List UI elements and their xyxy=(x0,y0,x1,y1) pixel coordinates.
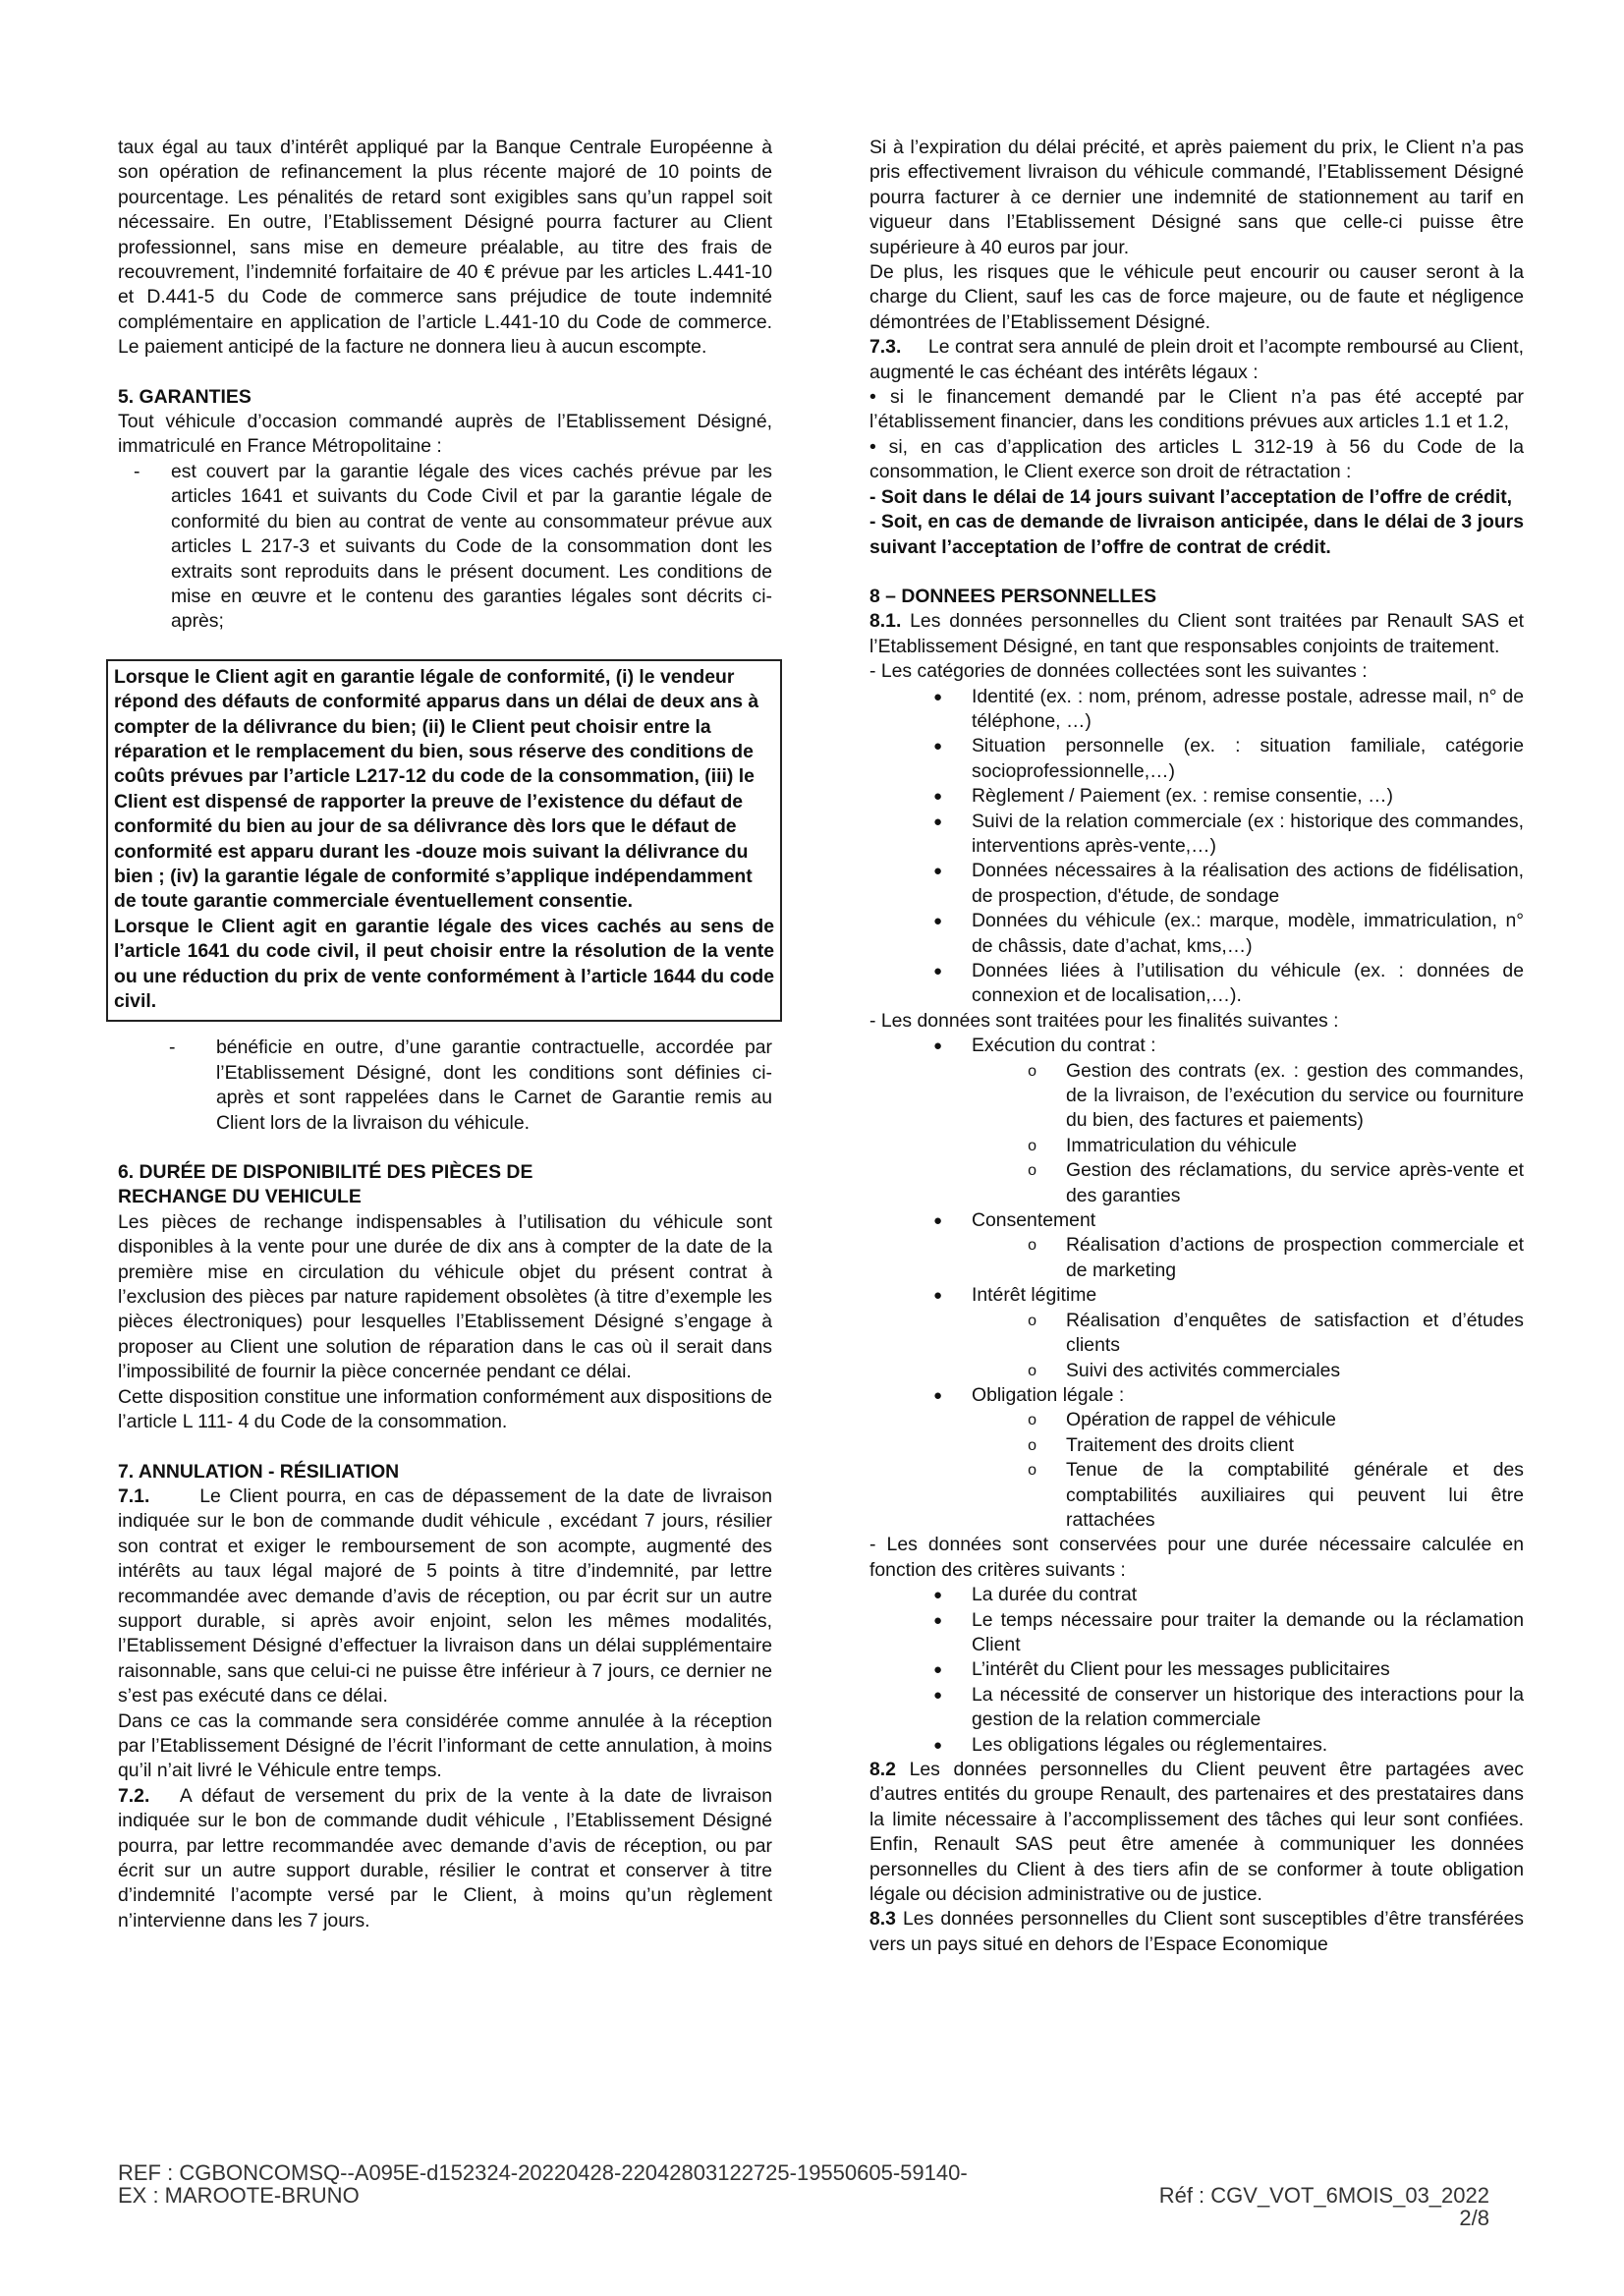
list-item-text: Exécution du contrat : xyxy=(972,1035,1156,1057)
paragraph-risks: De plus, les risques que le véhicule peut encourir ou causer seront à la charge du Client, sauf les cas de force majeure, ou de faute et négligence démontrées de l’Etablissement Désigné. xyxy=(869,261,1524,333)
box-hidden-defects-text: Lorsque le Client agit en garantie légale des vices cachés au sens de l’article 1641 du code civil, il peut choisir entre la résolution de la vente ou une réduction du prix de vente conformément à l’article 1644 du code civil. xyxy=(114,915,774,1012)
clause-number: 7.2. xyxy=(118,1784,150,1807)
legal-warranty-box xyxy=(106,659,782,1023)
list-item-text: Règlement / Paiement (ex. : remise consentie, …) xyxy=(972,785,1393,808)
paragraph-late-penalties: taux égal au taux d’intérêt appliqué par la Banque Centrale Européenne à son opération de refinancement la plus récente majoré de 10 points de pourcentage. Les pénalités de retard sont exigibles sans qu’un rappel soit nécessaire. En outre, l’Etablissement Désigné pourra facturer au Client professionnel, sans mise en demeure préalable, au titre des frais de recouvrement, l’indemnité forfaitaire de 40 € prévue par les articles L.441-10 et D.441-5 du Code de commerce sans préjudice de toute indemnité complémentaire en application de l’article L.441-10 du Code de commerce. Le paiement anticipé de la facture ne donnera lieu à aucun escompte. xyxy=(118,137,772,359)
paragraph-8-3 xyxy=(869,1907,1524,1957)
sub-list xyxy=(869,1309,1524,1383)
list-item-text: est couvert par la garantie légale des vices cachés prévue par les articles 1641 et suivants du Code Civil et par la garantie légale de conformité du bien au contrat de vente au consommateur prévue aux articles L 217-3 et suivants du Code de la consommation dont les extraits sont reproduits dans le présent document. Les conditions de mise en œuvre et le contenu des garanties légales sont décrits ci-après; xyxy=(171,460,772,633)
paragraph-storage-fee: Si à l’expiration du délai précité, et après paiement du prix, le Client n’a pas pris effectivement livraison du véhicule commandé, l’Etablissement Désigné pourra facturer à ce dernier une indemnité de stationnement au tarif en vigueur dans l’Etablissement Désigné sans que celle-ci puisse être supérieure à 40 euros par jour. xyxy=(869,137,1524,258)
list-item xyxy=(118,1036,772,1136)
circle-bullet-icon: o xyxy=(1028,1462,1036,1480)
paragraph-7-2 xyxy=(118,1784,772,1933)
left-column xyxy=(114,136,774,1933)
paragraph-pieces: Les pièces de rechange indispensables à l’utilisation du véhicule sont disponibles à la vente pour une durée de dix ans à compter de la date de la première mise en circulation du véhicule objet du présent contrat à l’exclusion des pièces par nature rapidement obsolètes (à titre d’exemple les pièces électroniques) pour lesquelles l’Etablissement Désigné s’engage à proposer au Client une solution de réparation dans le cas où il serait dans l’impossibilité de fournir la pièce concernée pendant ce délai. xyxy=(118,1210,772,1383)
bullet-icon: ● xyxy=(932,812,942,830)
list-item xyxy=(869,1208,1524,1233)
clause-number: 8.1. xyxy=(869,610,902,633)
list-item xyxy=(869,1408,1524,1432)
list-item-text: Gestion des réclamations, du service après-vente et des garanties xyxy=(1066,1159,1524,1206)
paragraph-7-3-bold-b: - Soit, en cas de demande de livraison anticipée, dans le délai de 3 jours suivant l’acceptation de l’offre de contrat de crédit. xyxy=(869,511,1524,558)
clause-text: Le Client pourra, en cas de dépassement de la date de livraison indiquée sur le bon de commande dudit véhicule , excédant 7 jours, résilier son contrat et exiger le remboursement de son acompte, augmenté des intérêts au taux légal majoré de 5 points à titre d’indemnité, par lettre recommandée avec demande d’avis de réception, ou par écrit sur un autre support durable, si après avoir enjoint, selon les mêmes modalités, l’Etablissement Désigné d’effectuer la livraison dans un délai supplémentaire raisonnable, sans que celui-ci ne puisse être inférieur à 7 jours, ce dernier ne s’est pas exécuté dans ce délai. xyxy=(118,1484,773,1708)
footer-ref: REF : CGBONCOMSQ--A095E-d152324-20220428-22042803122725-19550605-59140- xyxy=(118,2160,968,2185)
paragraph-8-1 xyxy=(869,609,1524,659)
paragraph-duree: - Les données sont conservées pour une durée nécessaire calculée en fonction des critères suivants : xyxy=(869,1534,1524,1581)
bullet-icon: ● xyxy=(932,963,942,980)
bullet-icon: ● xyxy=(932,1587,942,1604)
list-item-text: La durée du contrat xyxy=(972,1584,1138,1606)
list-item-text: Réalisation d’enquêtes de satisfaction et d’études clients xyxy=(1066,1309,1524,1357)
list-item-text: Identité (ex. : nom, prénom, adresse postale, adresse mail, n° de téléphone, …) xyxy=(972,685,1524,732)
heading-pieces-line1: 6. DURÉE DE DISPONIBILITÉ DES PIÈCES DE xyxy=(118,1161,533,1184)
bullet-icon: ● xyxy=(932,1212,942,1230)
bullet-icon: ● xyxy=(932,1611,942,1629)
list-item-text: Intérêt légitime xyxy=(972,1284,1097,1307)
bullet-icon: ● xyxy=(932,688,942,705)
dash-marker: - xyxy=(134,460,140,482)
sub-list xyxy=(869,1408,1524,1533)
list-item-text: Opération de rappel de véhicule xyxy=(1066,1409,1336,1431)
list-item xyxy=(869,1733,1524,1758)
footer-row xyxy=(118,2184,1523,2207)
heading-garanties: 5. GARANTIES xyxy=(118,385,252,408)
bullet-icon: ● xyxy=(932,1037,942,1055)
clause-text: Les données personnelles du Client sont susceptibles d’être transférées vers un pays situé en dehors de l’Espace Economique xyxy=(869,1908,1524,1955)
circle-bullet-icon: o xyxy=(1028,1062,1036,1080)
list-item-text: Données liées à l’utilisation du véhicule (ex. : données de connexion et de localisation,…). xyxy=(972,960,1524,1007)
clause-number: 8.2 xyxy=(869,1759,896,1780)
list-item-text: Tenue de la comptabilité générale et des comptabilités auxiliaires qui peuvent lui être rattachées xyxy=(1066,1459,1524,1531)
clause-number: 7.1. xyxy=(118,1484,150,1507)
clause-number: 7.3. xyxy=(869,336,902,359)
heading-annulation: 7. ANNULATION - RÉSILIATION xyxy=(118,1460,400,1483)
list-item xyxy=(869,810,1524,860)
list-item xyxy=(869,784,1524,809)
list-item-text: Suivi des activités commerciales xyxy=(1066,1359,1341,1381)
paragraph-categories: - Les catégories de données collectées sont les suivantes : xyxy=(869,660,1368,683)
paragraph-pieces-info: Cette disposition constitue une information conformément aux dispositions de l’article L 111- 4 du Code de la consommation. xyxy=(118,1385,772,1433)
list-item xyxy=(869,1683,1524,1733)
list-item-text: bénéficie en outre, d’une garantie contractuelle, accordée par l’Etablissement Désigné, dont les conditions sont définies ci-après et sont rappelées dans le Carnet de Garantie remis au Client lors de la livraison du véhicule. xyxy=(216,1036,772,1134)
bullet-icon: ● xyxy=(932,738,942,756)
paragraph-7-1 xyxy=(118,1484,772,1709)
list-item-text: Données du véhicule (ex.: marque, modèle, immatriculation, n° de châssis, date d’achat, kms,…) xyxy=(972,910,1524,957)
paragraph-7-3-b: • si, en cas d’application des articles L 312-19 à 56 du Code de la consommation, le Client exerce son droit de rétractation : xyxy=(869,435,1524,483)
dash-marker: - xyxy=(169,1036,176,1059)
heading-donnees: 8 – DONNEES PERSONNELLES xyxy=(869,585,1157,607)
bullet-icon: ● xyxy=(932,863,942,880)
clause-text: Les données personnelles du Client peuvent être partagées avec d’autres entités du groupe Renault, des partenaires et des prestataires dans la limite nécessaire à l’accomplissement des tâches qui leur sont confiées. Enfin, Renault SAS peut être amenée à communiquer les données personnelles du Client à des tiers afin de se conformer à toute obligation légale ou décision administrative ou de justice. xyxy=(869,1759,1524,1906)
list-item xyxy=(869,1158,1524,1208)
bullet-icon: ● xyxy=(932,788,942,806)
page-footer xyxy=(118,2161,1523,2229)
list-item xyxy=(869,1283,1524,1308)
paragraph-7-3-a: • si le financement demandé par le Client n’a pas été accepté par l’établissement financier, dans les conditions prévues aux articles 1.1 et 1.2, xyxy=(869,386,1524,433)
list-item xyxy=(869,1383,1524,1408)
clause-number: 8.3 xyxy=(869,1908,896,1931)
page-number: 2/8 xyxy=(1459,2206,1489,2230)
bullet-icon: ● xyxy=(932,913,942,930)
circle-bullet-icon: o xyxy=(1028,1436,1036,1454)
circle-bullet-icon: o xyxy=(1028,1137,1036,1154)
list-item xyxy=(869,1034,1524,1058)
list-item xyxy=(869,1657,1524,1682)
paragraph-8-2 xyxy=(869,1758,1524,1907)
list-item xyxy=(869,1608,1524,1658)
list-item xyxy=(869,1433,1524,1458)
list-item-text: Réalisation d’actions de prospection commerciale et de marketing xyxy=(1066,1234,1524,1281)
list-item xyxy=(118,460,772,635)
list-item-text: Le temps nécessaire pour traiter la demande ou la réclamation Client xyxy=(972,1608,1524,1655)
sub-list xyxy=(869,1059,1524,1208)
list-item xyxy=(869,1458,1524,1533)
bullet-icon: ● xyxy=(932,1686,942,1704)
footer-ref-cgv: Réf : CGV_VOT_6MOIS_03_2022 xyxy=(1158,2183,1489,2208)
paragraph-7-3 xyxy=(869,335,1524,385)
circle-bullet-icon: o xyxy=(1028,1312,1036,1329)
list-item xyxy=(869,1233,1524,1283)
bullet-icon: ● xyxy=(932,1661,942,1679)
heading-pieces-line2: RECHANGE DU VEHICULE xyxy=(118,1186,362,1208)
circle-bullet-icon: o xyxy=(1028,1362,1036,1379)
bullet-icon: ● xyxy=(932,1287,942,1305)
list-item xyxy=(869,685,1524,735)
paragraph-7-1-b: Dans ce cas la commande sera considérée comme annulée à la réception par l’Etablissement Désigné de l’écrit l’informant de cette annulation, à moins qu’il n’ait livré le Véhicule entre temps. xyxy=(118,1709,772,1782)
paragraph-7-3-bold-a: - Soit dans le délai de 14 jours suivant l’acceptation de l’offre de crédit, xyxy=(869,485,1513,508)
circle-bullet-icon: o xyxy=(1028,1237,1036,1255)
list-item-text: Immatriculation du véhicule xyxy=(1066,1134,1297,1156)
list-item xyxy=(869,1134,1524,1158)
footer-ex: EX : MAROOTE-BRUNO xyxy=(118,2183,360,2208)
clause-text: A défaut de versement du prix de la vente à la date de livraison indiquée sur le bon de commande dudit véhicule , l’Etablissement Désigné pourra, par lettre recommandée avec demande d’avis de réception, ou par écrit sur un autre support durable, résilier le contrat et conserver à titre d’indemnité l’acompte versé par le Client, à moins qu’un règlement n’intervienne dans les 7 jours. xyxy=(118,1784,772,1932)
list-item xyxy=(869,1583,1524,1607)
box-conformity-text: Lorsque le Client agit en garantie légale de conformité, (i) le vendeur répond des défauts de conformité apparus dans un délai de deux ans à compter de la délivrance du bien; (ii) le Client peut choisir entre la réparation et le remplacement du bien, sous réserve des conditions de coûts prévues par l’article L217-12 du code de la consommation, (iii) le Client est dispensé de rapporter la preuve de l’existence du défaut de conformité du bien au jour de sa délivrance dès lors que le défaut de conformité est apparu durant les -douze mois suivant la délivrance du bien ; (iv) la garantie légale de conformité s’applique indépendamment de toute garantie commerciale éventuellement consentie. xyxy=(114,665,759,913)
list-item xyxy=(869,859,1524,909)
circle-bullet-icon: o xyxy=(1028,1162,1036,1180)
list-item xyxy=(869,734,1524,784)
list-item xyxy=(869,959,1524,1009)
duree-list xyxy=(869,1583,1524,1758)
list-item-text: L’intérêt du Client pour les messages publicitaires xyxy=(972,1658,1390,1681)
list-item xyxy=(869,1309,1524,1359)
right-column xyxy=(869,136,1524,1957)
list-item-text: Situation personnelle (ex. : situation familiale, catégorie socioprofessionnelle,…) xyxy=(972,735,1524,782)
list-item xyxy=(869,909,1524,959)
bullet-icon: ● xyxy=(932,1736,942,1754)
finalites-list xyxy=(869,1034,1524,1533)
list-item-text: Obligation légale : xyxy=(972,1383,1125,1406)
list-item-text: Traitement des droits client xyxy=(1066,1433,1295,1456)
sub-list xyxy=(869,1233,1524,1283)
list-item-text: La nécessité de conserver un historique des interactions pour la gestion de la relation commerciale xyxy=(972,1683,1524,1731)
list-item-text: Consentement xyxy=(972,1209,1096,1232)
list-item-text: Les obligations légales ou réglementaires. xyxy=(972,1733,1328,1756)
list-item-text: Données nécessaires à la réalisation des actions de fidélisation, de prospection, d'étude, de sondage xyxy=(972,860,1524,907)
clause-text: Les données personnelles du Client sont traitées par Renault SAS et l’Etablissement Désigné, en tant que responsables conjoints de traitement. xyxy=(869,610,1524,657)
categories-list xyxy=(869,685,1524,1009)
list-item-text: Suivi de la relation commerciale (ex : historique des commandes, interventions après-vente,…) xyxy=(972,810,1524,857)
paragraph-garanties-intro: Tout véhicule d’occasion commandé auprès de l’Etablissement Désigné, immatriculé en France Métropolitaine : xyxy=(118,411,772,458)
bullet-icon: ● xyxy=(932,1386,942,1404)
list-item xyxy=(869,1059,1524,1134)
paragraph-finalites: - Les données sont traitées pour les finalités suivantes : xyxy=(869,1009,1339,1032)
list-item-text: Gestion des contrats (ex. : gestion des commandes, de la livraison, de l’exécution du service ou fourniture du bien, des factures et paiements) xyxy=(1066,1059,1524,1132)
clause-text: Le contrat sera annulé de plein droit et l’acompte remboursé au Client, augmenté le cas échéant des intérêts légaux : xyxy=(869,336,1524,383)
list-item xyxy=(869,1359,1524,1383)
circle-bullet-icon: o xyxy=(1028,1412,1036,1429)
